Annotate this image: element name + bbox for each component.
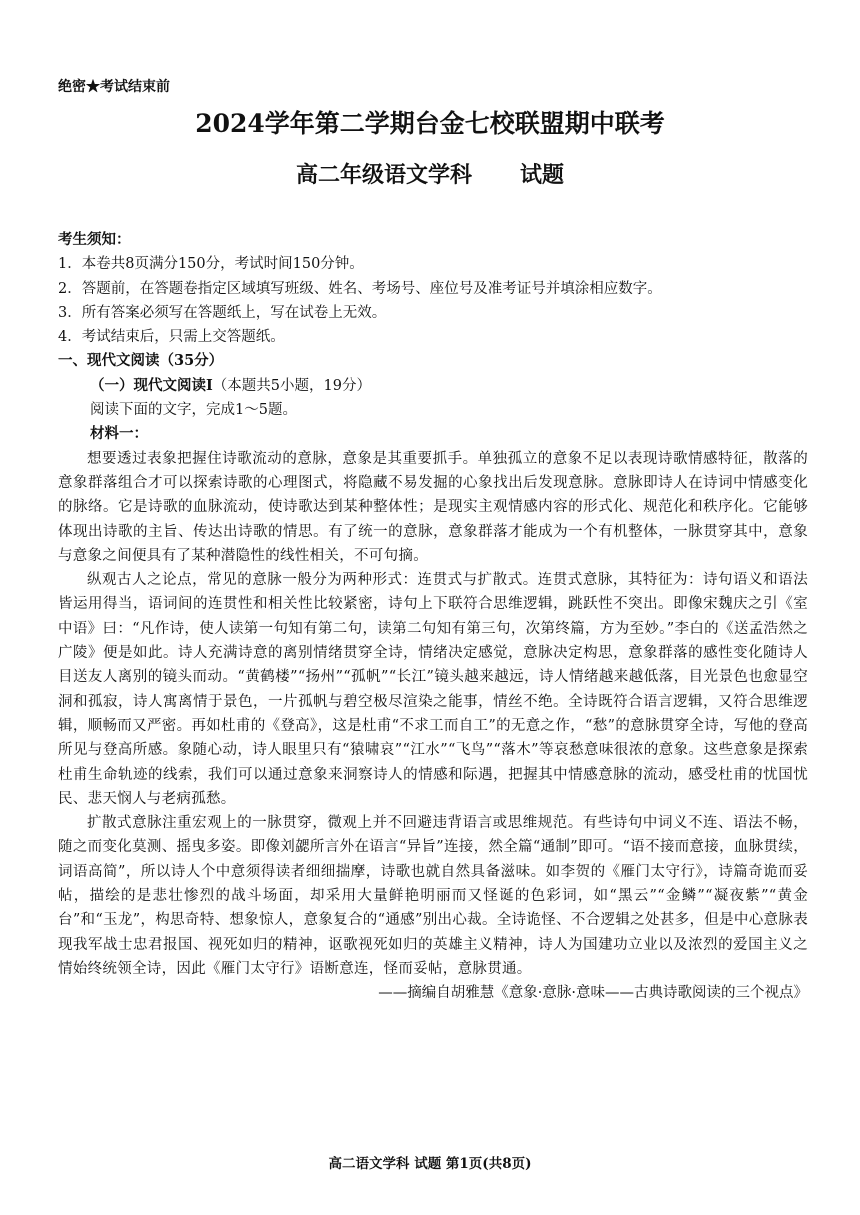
material-label: 材料一： bbox=[90, 425, 148, 443]
notice-item: 4．考试结束后，只需上交答题纸。 bbox=[58, 329, 285, 346]
notice-heading: 考生须知： bbox=[58, 231, 131, 248]
part-note: （本题共5小题，19分） bbox=[212, 377, 371, 394]
subtitle-type: 试题 bbox=[520, 162, 565, 188]
exam-title: 2024学年第二学期台金七校联盟期中联考 bbox=[195, 109, 665, 138]
exam-content bbox=[58, 228, 808, 1006]
section-heading: 一、现代文阅读（35分） bbox=[58, 352, 224, 370]
subtitle-subject: 高二年级语文学科 bbox=[295, 162, 472, 188]
part-heading bbox=[58, 374, 808, 398]
passage-source: ——摘编自胡雅慧《意象·意脉·意味——古典诗歌阅读的三个视点》 bbox=[378, 985, 808, 1002]
reading-instruction: 阅读下面的文字，完成1～5题。 bbox=[90, 402, 297, 419]
exam-subtitle bbox=[0, 158, 860, 189]
page-footer: 高二语文学科 试题 第1页(共8页) bbox=[328, 1156, 532, 1172]
part-label: （一）现代文阅读Ⅰ bbox=[90, 376, 213, 394]
passage-paragraph: 纵观古人之论点，常见的意脉一般分为两种形式：连贯式与扩散式。连贯式意脉，其特征为：诗句语义和语法皆运用得当，语词间的连贯性和相关性比较紧密，诗句上下联符合思维逻辑，跳跃性不突出。即像宋魏庆之引《室中语》曰：“凡作诗，使人读第一句知有第二句，读第二句知有第三句，次第终篇，方为至妙。”李白的《送孟浩然之广陵》便是如此。诗人充满诗意的离别情绪贯穿全诗，情绪决定感觉，意脉决定构思，意象群落的感性变化随诗人目送友人离别的镜头而动。“黄鹤楼”“扬州”“孤帆”“长江”镜头越来越远，诗人情绪越来越低落，目光景色也愈显空洞和孤寂，诗人寓离情于景色，一片孤帆与碧空极尽渲染之能事，情丝不绝。全诗既符合语言逻辑，又符合思维逻辑，顺畅而又严密。再如杜甫的《登高》，这是杜甫“不求工而自工”的无意之作，“愁”的意脉贯穿全诗，写他的登高所见与登高所感。象随心动，诗人眼里只有“猿啸哀”“江水”“飞鸟”“落木”等哀愁意味很浓的意象。这些意象是探索杜甫生命轨迹的线索，我们可以通过意象来洞察诗人的情感和际遇，把握其中情感意脉的流动，感受杜甫的忧国忧民、悲天悯人与老病孤愁。 bbox=[58, 572, 808, 807]
notice-item: 3．所有答案必须写在答题纸上，写在试卷上无效。 bbox=[58, 304, 387, 321]
notice-item: 2．答题前，在答题卷指定区域填写班级、姓名、考场号、座位号及准考证号并填涂相应数字。 bbox=[58, 280, 662, 297]
passage-paragraph: 想要透过表象把握住诗歌流动的意脉，意象是其重要抓手。单独孤立的意象不足以表现诗歌情感特征，散落的意象群落组合才可以探索诗歌的心理图式，将隐藏不易发掘的心象找出后发现意脉。意脉即诗人在诗词中情感变化的脉络。它是诗歌的血脉流动，使诗歌达到某种整体性；是现实主观情感内容的形式化、规范化和秩序化。它能够体现出诗歌的主旨、传达出诗歌的情思。有了统一的意脉，意象群落才能成为一个有机整体，一脉贯穿其中，意象与意象之间便具有了某种潜隐性的线性相关，不可句摘。 bbox=[58, 450, 808, 564]
confidential-label: 绝密★考试结束前 bbox=[58, 79, 170, 95]
passage-paragraph: 扩散式意脉注重宏观上的一脉贯穿，微观上并不回避违背语言或思维规范。有些诗句中词义不连、语法不畅，随之而变化莫测、摇曳多姿。即像刘勰所言外在语言“异旨”连接，然全篇“通制”即可。“语不接而意接，血脉贯续，词语高简”，所以诗人个中意须得读者细细揣摩，诗歌也就自然具备滋味。如李贺的《雁门太守行》，诗篇奇诡而妥帖，描绘的是悲壮惨烈的战斗场面，却采用大量鲜艳明丽而又怪诞的色彩词，如“黑云”“金鳞”“凝夜紫”“黄金台”和“玉龙”，构思奇特、想象惊人，意象复合的“通感”别出心裁。全诗诡怪、不合逻辑之处甚多，但是中心意脉表现我军战士忠君报国、视死如归的精神，讴歌视死如归的英雄主义精神，诗人为国建功立业以及浓烈的爱国主义之情始终统领全诗，因此《雁门太守行》语断意连，怪而妥帖，意脉贯通。 bbox=[58, 815, 808, 977]
notice-item: 1．本卷共8页满分150分，考试时间150分钟。 bbox=[58, 256, 364, 273]
